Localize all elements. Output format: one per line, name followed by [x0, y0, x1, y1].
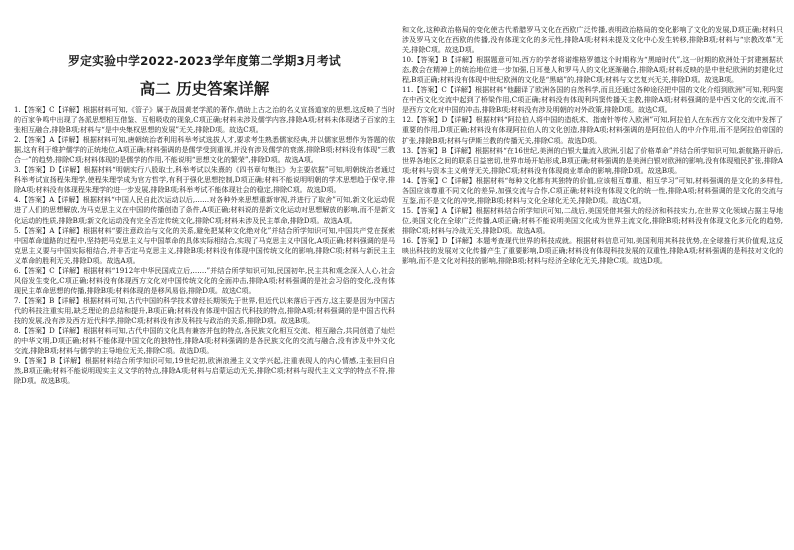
answer-paragraph-9-continued: 和文化,这种政治格局的变化使古代希腊罗马文化在西欧广泛传播,表明政治格局的变化影响了文化的发展,D项正确;材料只涉及罗马文化在西欧的传播,没有体现文化的多元性,排除A项;材料未提及文化中心发生转移,排除B项;材料与“宗教改革”无关,排除C项。故选D项。 [402, 25, 783, 55]
answer-paragraph-14: 14.【答案】C【详解】根据材料“每种文化都有其独特的价值,应该相互尊重、相互学习”可知,材料强调的是文化的多样性,各国应该尊重不同文化的差异,加强交流与合作,C项正确;材料没有体现文化的统一性,排除A项;材料强调的是文化的交流与互鉴,而不是文化的冲突,排除B项;材料与文化全球化无关,排除D项。故选C项。 [402, 175, 783, 205]
answer-paragraph-9: 9.【答案】B【详解】根据材料结合所学知识可知,19世纪初,欧洲浪漫主义文学兴起,注重表现人的内心情感,主张回归自然,B项正确;材料不能说明现实主义文学的特点,排除A项;材料与启蒙运动无关,排除C项;材料与现代主义文学的特点不符,排除D项。故选B项。 [14, 356, 395, 386]
answer-paragraph-3: 3.【答案】D【详解】根据材料“明朝实行八股取士,科举考试以朱熹的《四书章句集注》为主要依据”可知,明朝统治者通过科举考试宣扬程朱理学,使程朱理学成为官方哲学,有利于强化思想控制,D项正确;材料不能说明明朝的学术思想趋于保守,排除A项;材料没有体现程朱理学的进一步发展,排除B项;科举考试不能体现社会的稳定,排除C项。故选D项。 [14, 165, 395, 195]
exam-title: 罗定实验中学2022-2023学年度第二学期3月考试 [68, 54, 341, 68]
answer-paragraph-12: 12.【答案】D【详解】根据材料“阿拉伯人将中国的造纸术、指南针等传入欧洲”可知,阿拉伯人在东西方文化交流中发挥了重要的作用,D项正确;材料没有体现阿拉伯人的文化创造,排除A项;材料强调的是阿拉伯人的中介作用,而不是阿拉伯帝国的扩张,排除B项;材料与伊斯兰教的传播无关,排除C项。故选D项。 [402, 115, 783, 145]
answer-paragraph-10: 10.【答案】B【详解】根据题意可知,西方的学者将诺维格罗德这个时期称为“黑暗时代”,这一时期的欧洲处于封建割据状态,教会在精神上的统治地位进一步加强,日耳曼人和罗马人的文化逐渐融合,排除A项;材料反映的是中世纪欧洲的封建化过程,B项正确;材料没有体现中世纪欧洲的文化是“黑暗”的,排除C项;材料与文艺复兴无关,排除D项。故选B项。 [402, 55, 783, 85]
exam-subtitle: 高二 历史答案详解 [139, 80, 270, 98]
answer-paragraph-16: 16.【答案】D【详解】本题考查现代世界的科技成就。根据材料信息可知,美国利用其科技优势,在全球推行其价值观,这反映出科技的发展对文化传播产生了重要影响,D项正确;材料没有体现科技发展的双重性,排除A项;材料强调的是科技对文化的影响,而不是文化对科技的影响,排除B项;材料与经济全球化无关,排除C项。故选D项。 [402, 235, 783, 266]
answer-paragraph-6: 6.【答案】C【详解】根据材料“1912年中华民国成立后,……”并结合所学知识可知,民国初年,民主共和观念深入人心,社会风俗发生变化,C项正确;材料没有体现西方文化对中国传统文化的全面冲击,排除A项;材料强调的是社会习俗的变化,没有体现民主革命思想的传播,排除B项;材料体现的是移风易俗,排除D项。故选C项。 [14, 265, 395, 295]
answer-paragraph-1: 1.【答案】C【详解】根据材料可知,《管子》属于战国黄老学派的著作,借助上古之治的名义宣扬道家的思想,这反映了当时的百家争鸣中出现了各派思想相互借鉴、互相吸收的现象,C项正确;材料未涉及儒学内容,排除A项;材料未体现诸子百家的主张相互融合,排除B项;材料与“是中央集权思想的发展”无关,排除D项。故选C项。 [14, 105, 395, 135]
answer-paragraph-5: 5.【答案】A【详解】根据材料“要注意政治与文化的关系,避免把某种文化绝对化”并结合所学知识可知,中国共产党在探索中国革命道路的过程中,坚持把马克思主义与中国革命的具体实际相结合,实现了马克思主义中国化,A项正确;材料强调的是马克思主义要与中国实际相结合,并非否定马克思主义,排除B项;材料没有体现中国传统文化的影响,排除C项;材料与新民主主义革命的胜利无关,排除D项。故选A项。 [14, 225, 395, 265]
answer-paragraph-4: 4.【答案】A【详解】根据材料“中国人民自此次运动以后,……对各种外来思想重新审视,并进行了取舍”可知,新文化运动促进了人们的思想解放,为马克思主义在中国的传播创造了条件,A项正确;材料说的是新文化运动对思想解放的影响,而不是新文化运动的性质,排除B项;新文化运动没有完全否定传统文化,排除C项;材料未涉及民主革命,排除D项。故选A项。 [14, 195, 395, 225]
answer-paragraph-13: 13.【答案】B【详解】根据材料“在16世纪,美洲的白银大量流入欧洲,引起了价格革命”并结合所学知识可知,新航路开辟后,世界各地区之间的联系日益密切,世界市场开始形成,B项正确;材料强调的是美洲白银对欧洲的影响,没有体现殖民扩张,排除A项;材料与资本主义萌芽无关,排除C项;材料没有体现商业革命的影响,排除D项。故选B项。 [402, 145, 783, 175]
answer-paragraph-7: 7.【答案】B【详解】根据材料可知,古代中国的科学技术曾经长期领先于世界,但近代以来落后于西方,这主要是因为中国古代的科技注重实用,缺乏理论的总结和提升,B项正确;材料没有体现中国古代科技的特点,排除A项;材料强调的是中国古代科技的发展,没有涉及西方近代科学,排除C项;材料没有涉及科技与政治的关系,排除D项。故选B项。 [14, 295, 395, 325]
answer-paragraph-8: 8.【答案】D【详解】根据材料可知,古代中国的文化具有兼容并包的特点,各民族文化相互交流、相互融合,共同创造了灿烂的中华文明,D项正确;材料不能体现中国文化的独特性,排除A项;材料强调的是各民族文化的交流与融合,没有涉及中外文化交流,排除B项;材料与儒学的主导地位无关,排除C项。故选D项。 [14, 326, 395, 356]
answer-paragraph-11: 11.【答案】C【详解】根据材料“他翻译了欧洲各国的自然科学,而且还通过各种途径把中国的文化介绍到欧洲”可知,利玛窦在中西文化交流中起到了桥梁作用,C项正确;材料没有体现利玛窦传播天主教,排除A项;材料强调的是中西文化的交流,而不是西方文化对中国的冲击,排除B项;材料没有涉及明朝的对外政策,排除D项。故选C项。 [402, 85, 783, 115]
right-column [402, 0, 783, 550]
answer-paragraph-15: 15.【答案】A【详解】根据材料结合所学知识可知,二战后,美国凭借其强大的经济和科技实力,在世界文化领域占据主导地位,美国文化在全球广泛传播,A项正确;材料不能说明美国文化成为世界主流文化,排除B项;材料没有体现文化多元化的趋势,排除C项;材料与冷战无关,排除D项。故选A项。 [402, 205, 783, 235]
answer-paragraph-2: 2.【答案】A【详解】根据材料可知,唐朝统治者利用科举考试选拔人才,要求考生熟悉儒家经典,并以儒家思想作为答题的依据,这有利于维护儒学的正统地位,A项正确;材料强调的是儒学受到重视,并没有涉及儒学的衰落,排除B项;材料没有体现“三教合一”的趋势,排除C项;材料体现的是儒学的作用,不能说明“思想文化的繁荣”,排除D项。故选A项。 [14, 135, 395, 165]
left-column [14, 0, 395, 550]
